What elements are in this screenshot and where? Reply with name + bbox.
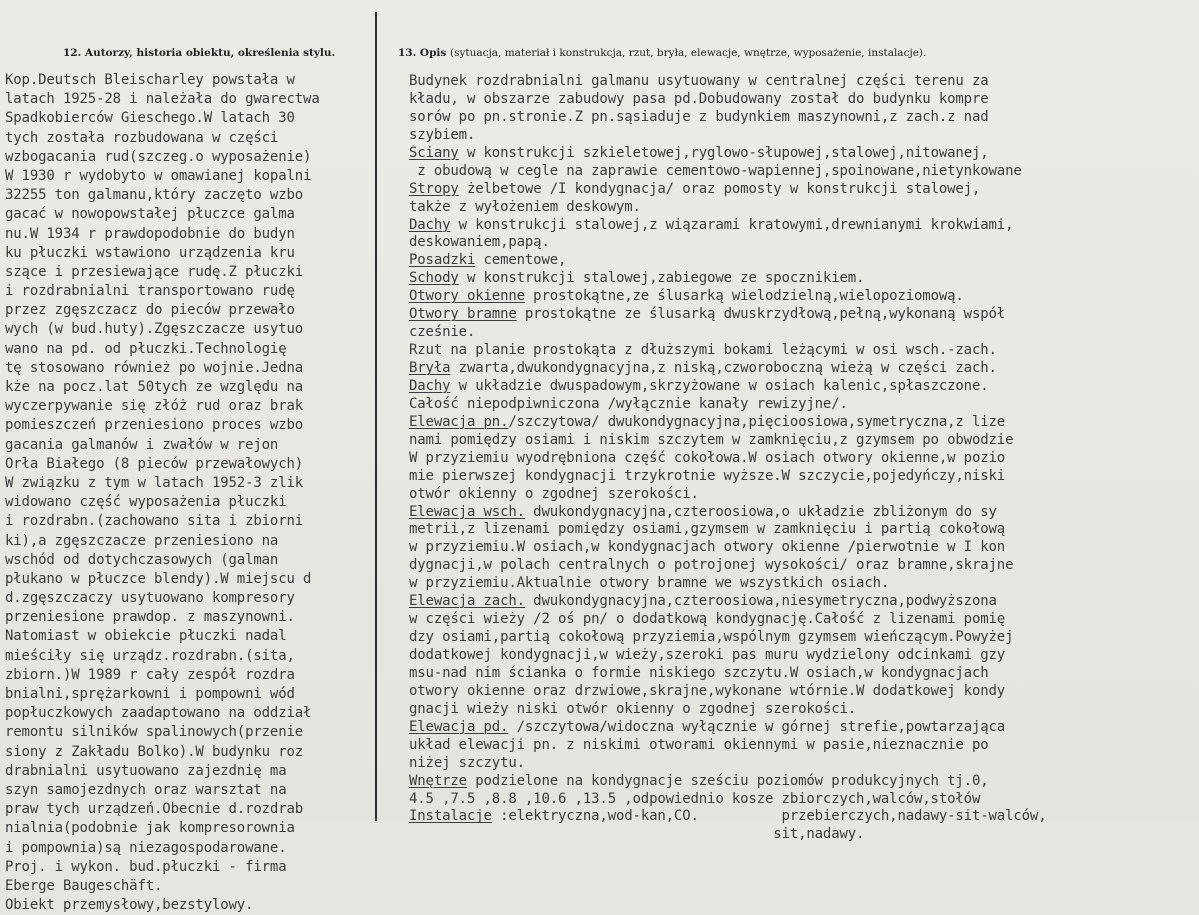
description-line-text: dwukondygnacyjna,czteroosiowa,o układzie zbliżonym do sy — [524, 503, 997, 520]
description-line-text: w przyziemiu.W osiach,w kondygnacjach otwory okienne /pierwotnie w I kon — [409, 539, 1006, 556]
description-text-line — [409, 163, 1189, 181]
history-text-line: Proj. i wykon. bud.płuczki - firma — [5, 858, 287, 875]
section-keyword: Ściany — [409, 144, 459, 161]
description-text-line — [409, 181, 1189, 199]
description-text-line — [409, 468, 1189, 486]
description-text-line — [409, 737, 1189, 755]
section-keyword: Dachy — [409, 377, 451, 394]
section-keyword: Instalacje — [409, 808, 492, 825]
description-line-text: W przyziemiu wyodrębniona część cokołowa.W osiach otwory okienne,w pozio — [409, 449, 1006, 466]
description-text-line — [409, 647, 1189, 665]
description-text-line — [409, 252, 1189, 270]
history-text-line: tę stosowano również po wojnie.Jedna — [5, 359, 304, 376]
section-keyword: Otwory okienne — [409, 288, 525, 305]
description-text-line — [409, 791, 1189, 809]
description-text-line — [409, 234, 1189, 252]
description-text-line — [409, 342, 1189, 360]
history-text-line: ki),a zgęszczacze przeniesiono na — [5, 532, 279, 549]
description-text-line — [409, 504, 1189, 522]
description-text-line — [409, 557, 1189, 575]
description-text-line — [409, 145, 1189, 163]
description-line-text: podzielone na kondygnacje sześciu poziomów produkcyjnych tj.0, — [466, 772, 989, 789]
description-line-text: w części wieży /2 oś pn/ o dodatkową kondygnację.Całość z lizenami pomię — [409, 611, 1006, 628]
description-text-line — [409, 199, 1189, 217]
history-text-line: latach 1925-28 i należała do gwarectwa — [5, 91, 320, 108]
description-text-line — [409, 486, 1189, 504]
history-text-column — [5, 71, 373, 915]
section-keyword: Elewacja pn. — [409, 413, 509, 430]
history-text-line: pomieszczeń przeniesiono proces wzbo — [5, 417, 304, 434]
section-keyword: Elewacja wsch. — [409, 503, 525, 520]
description-text-line — [409, 629, 1189, 647]
history-text-line: ku płuczki wstawiono urządzenia kru — [5, 244, 295, 261]
history-text-line: szące i przesiewające rudę.Z płuczki — [5, 263, 304, 280]
description-line-text: dzy osiami,partią cokołową przyziemia,wspólnym gzymsem wieńczącym.Powyżej — [409, 629, 1014, 646]
description-line-text: kładu, w obszarze zabudowy pasa pd.Dobudowany został do budynku kompre — [409, 90, 989, 107]
history-text-line: Obiekt przemysłowy,bezstylowy. — [5, 897, 254, 914]
description-line-text: Rzut na planie prostokąta z dłuższymi bokami leżącymi w osi wsch.-zach. — [409, 342, 997, 359]
section-13-subtitle: (sytuacja, materiał i konstrukcja, rzut, bryła, elewacje, wnętrze, wyposażenie, instalacje). — [449, 47, 927, 59]
description-text-line — [409, 378, 1189, 396]
description-line-text: /szczytowa/ dwukondygnacyjna,pięcioosiowa,symetryczna,z lize — [508, 413, 1006, 430]
description-line-text: sorów po pn.stronie.Z pn.sąsiaduje z budynkiem maszynowni,z zach.z nad — [409, 108, 989, 125]
history-text-line: kże na pocz.lat 50tych ze względu na — [5, 379, 304, 395]
description-text-line — [409, 539, 1189, 557]
description-line-text: metrii,z lizenami pomiędzy osiami,gzymsem w zamknięciu i partią cokołową — [409, 521, 1006, 538]
description-text-line — [409, 109, 1189, 127]
history-text-line: wych (w bud.huty).Zgęszczacze usytuo — [5, 321, 304, 338]
description-text-line — [409, 611, 1189, 629]
description-line-text: deskowaniem,papą. — [409, 234, 550, 251]
history-text-line: zbiorn.)W 1989 r cały zespół rozdra — [5, 666, 295, 683]
description-text-line — [409, 414, 1189, 432]
description-text-line — [409, 432, 1189, 450]
description-text-line — [409, 701, 1189, 719]
description-line-text: nami pomiędzy osiami i niskim szczytem w zamknięciu,z gzymsem po obwodzie — [409, 431, 1014, 448]
section-keyword: Otwory bramne — [409, 306, 517, 323]
history-text-line: i rozdrabnialni transportowano rudę — [5, 283, 295, 300]
history-text-line: płukano w płuczce blendy).W miejscu d — [5, 570, 312, 587]
history-text-line: d.zgęszczaczy usytuowano kompresory — [5, 590, 295, 607]
description-text-line — [409, 683, 1189, 701]
section-keyword: Elewacja pd. — [409, 718, 509, 735]
description-text-line — [409, 808, 1189, 826]
history-text-line: Kop.Deutsch Bleischarley powstała w — [5, 72, 295, 88]
section-keyword: Stropy — [409, 180, 459, 197]
description-line-text: otwory okienne oraz drzwiowe,skrajne,wykonane wtórnie.W dodatkowej kondy — [409, 682, 1006, 699]
description-line-text: dwukondygnacyjna,czteroosiowa,niesymetryczna,podwyższona — [524, 593, 997, 610]
description-line-text: z obudową w cegle na zaprawie cementowo-wapiennej,spoinowane,nietynkowane — [409, 162, 1022, 179]
description-text-line — [409, 575, 1189, 593]
description-line-text: prostokątne ze ślusarką dwuskrzydłową,pełną,wykonaną współ — [516, 306, 1006, 323]
history-text-line: gacania galmanów i zwałów w rejon — [5, 436, 279, 453]
description-text-line — [409, 306, 1189, 324]
history-text-line: gacać w nowopowstałej płuczce galma — [5, 206, 295, 223]
history-text-line: szyn samojezdnych oraz warsztat na — [5, 781, 287, 798]
description-line-text: niżej szczytu. — [409, 754, 525, 771]
section-keyword: Bryła — [409, 360, 451, 376]
history-text-line: nialnia(podobnie jak kompresorownia — [5, 820, 295, 837]
section-keyword: Posadzki — [409, 252, 476, 269]
description-text-line — [409, 324, 1189, 342]
description-text-line — [409, 593, 1189, 611]
description-line-text: sit,nadawy. — [409, 826, 865, 843]
history-text-line: i pompownia)są niezagospodarowane. — [5, 839, 287, 856]
description-line-text: także z wyłożeniem deskowym. — [409, 198, 641, 215]
description-text-line — [409, 773, 1189, 791]
history-text-line: drabnialni usytuowano zajezdnię ma — [5, 762, 287, 779]
description-line-text: gnacji wieży niski otwór okienny o zgodnej szerokości. — [409, 700, 857, 717]
description-line-text: /szczytowa/widoczna wyłącznie w górnej strefie,powtarzająca — [508, 718, 1006, 735]
history-text-line: przez zgęszczacz do pieców przewało — [5, 302, 295, 319]
history-text-line: widowano część wyposażenia płuczki — [5, 494, 287, 511]
section-13-title: 13. Opis — [398, 47, 447, 59]
history-text-line: wyczerpywanie się złóż rud oraz brak — [5, 398, 304, 415]
description-text-line — [409, 396, 1189, 414]
section-keyword: Elewacja zach. — [409, 593, 525, 610]
history-text-line: remontu silników spalinowych(przenie — [5, 724, 304, 741]
description-line-text: Całość niepodpiwniczona /wyłącznie kanały rewizyjne/. — [409, 395, 848, 412]
description-line-text: w konstrukcji stalowej,zabiegowe ze spocznikiem. — [458, 270, 865, 287]
history-text-line: praw tych urządzeń.Obecnie d.rozdrab — [5, 801, 304, 818]
description-line-text: Budynek rozdrabnialni galmanu usytuowany w centralnej części terenu za — [409, 73, 989, 89]
history-text-line: Orła Białego (8 pieców przewałowych) — [5, 455, 304, 472]
description-text-line — [409, 360, 1189, 378]
description-text-column — [409, 73, 1189, 844]
description-line-text: w konstrukcji szkieletowej,ryglowo-słupowej,stalowej,nitowanej, — [458, 144, 989, 161]
history-text-line: wano na pd. od płuczki.Technologię — [5, 340, 287, 357]
description-text-line — [409, 755, 1189, 773]
description-line-text: cementowe, — [475, 252, 567, 269]
section-keyword: Wnętrze — [409, 772, 467, 789]
description-text-line — [409, 665, 1189, 683]
description-text-line — [409, 288, 1189, 306]
description-text-line — [409, 826, 1189, 844]
description-line-text: cześnie. — [409, 324, 476, 341]
description-line-text: szybiem. — [409, 126, 476, 143]
history-text-line: W 1930 r wydobyto w omawianej kopalni — [5, 167, 312, 184]
description-line-text: zwarta,dwukondygnacyjna,z niską,czworoboczną wieżą w części zach. — [450, 360, 997, 376]
description-line-text: 4.5 ,7.5 ,8.8 ,10.6 ,13.5 ,odpowiednio kosze zbiorczych,walców,stołów — [409, 790, 981, 807]
description-text-line — [409, 217, 1189, 235]
history-text-line: siony z Zakładu Bolko).W budynku roz — [5, 743, 304, 760]
description-line-text: w układzie dwuspadowym,skrzyżowane w osiach kalenic,spłaszczone. — [450, 377, 989, 394]
description-line-text: w przyziemiu.Aktualnie otwory bramne we wszystkich osiach. — [409, 575, 890, 592]
history-text-line: mieściły się urządz.rozdrabn.(sita, — [5, 647, 295, 664]
history-text-line: wzbogacania rud(szczeg.o wyposażenie) — [5, 148, 312, 165]
description-line-text: dodatkowej kondygnacji,w wieży,szeroki pas muru wydzielony odcinkami gzy — [409, 647, 1006, 663]
description-text-line — [409, 270, 1189, 288]
description-line-text: dygnacji,w polach centralnych o potrojonej wysokości/ oraz bramne,skrajne — [409, 557, 1014, 574]
description-line-text: prostokątne,ze ślusarką wielodzielną,wielopoziomową. — [524, 288, 964, 305]
history-text-line: Spadkobierców Gieschego.W latach 30 — [5, 110, 295, 127]
section-13-header — [398, 47, 926, 59]
history-text-line: i rozdrabn.(zachowano sita i zbiorni — [5, 513, 304, 530]
description-line-text: msu-nad nim ścianka o formie niskiego szczytu.W osiach,w kondygnacjach — [409, 664, 989, 681]
history-text-line: Eberge Baugeschäft. — [5, 877, 163, 894]
section-keyword: Schody — [409, 270, 459, 287]
history-text-line: W związku z tym w latach 1952-3 zlik — [5, 474, 304, 491]
description-text-line — [409, 521, 1189, 539]
history-text-line: przeniesione prawdop. z maszynowni. — [5, 609, 295, 626]
history-text-line: tych została rozbudowana w części — [5, 129, 279, 146]
description-line-text: otwór okienny o zgodnej szerokości. — [409, 485, 699, 502]
history-text-line: bnialni,sprężarkowni i pompowni wód — [5, 686, 295, 702]
description-line-text: układ elewacji pn. z niskimi otworami okiennymi w pasie,nieznacznie po — [409, 736, 989, 753]
history-text-line: nu.W 1934 r prawdopodobnie do budyn — [5, 225, 295, 242]
description-text-line — [409, 450, 1189, 468]
description-line-text: w konstrukcji stalowej,z wiązarami kratowymi,drewnianymi krokwiami, — [450, 216, 1014, 233]
section-12-header: 12. Autorzy, historia obiektu, określenia stylu. — [63, 47, 336, 59]
description-text-line — [409, 719, 1189, 737]
description-text-line — [409, 73, 1189, 91]
history-text-line: popłuczkowych zaadaptowano na oddział — [5, 705, 312, 722]
description-line-text: żelbetowe /I kondygnacja/ oraz pomosty w konstrukcji stalowej, — [458, 180, 981, 197]
history-text-line: 32255 ton galmanu,który zaczęto wzbo — [5, 187, 304, 204]
description-text-line — [409, 127, 1189, 145]
history-text-line: Natomiast w obiekcie płuczki nadal — [5, 628, 287, 645]
section-keyword: Dachy — [409, 216, 451, 233]
description-text-line — [409, 91, 1189, 109]
description-line-text: mie pierwszej kondygnacji trzykrotnie wyższe.W szczycie,pojedyńczy,niski — [409, 467, 1006, 484]
column-divider — [375, 12, 377, 821]
description-line-text: :elektryczna,wod-kan,CO. przebierczych,nadawy-sit-walców, — [491, 808, 1047, 825]
history-text-line: wschód od dotychczasowych (galman — [5, 551, 279, 568]
